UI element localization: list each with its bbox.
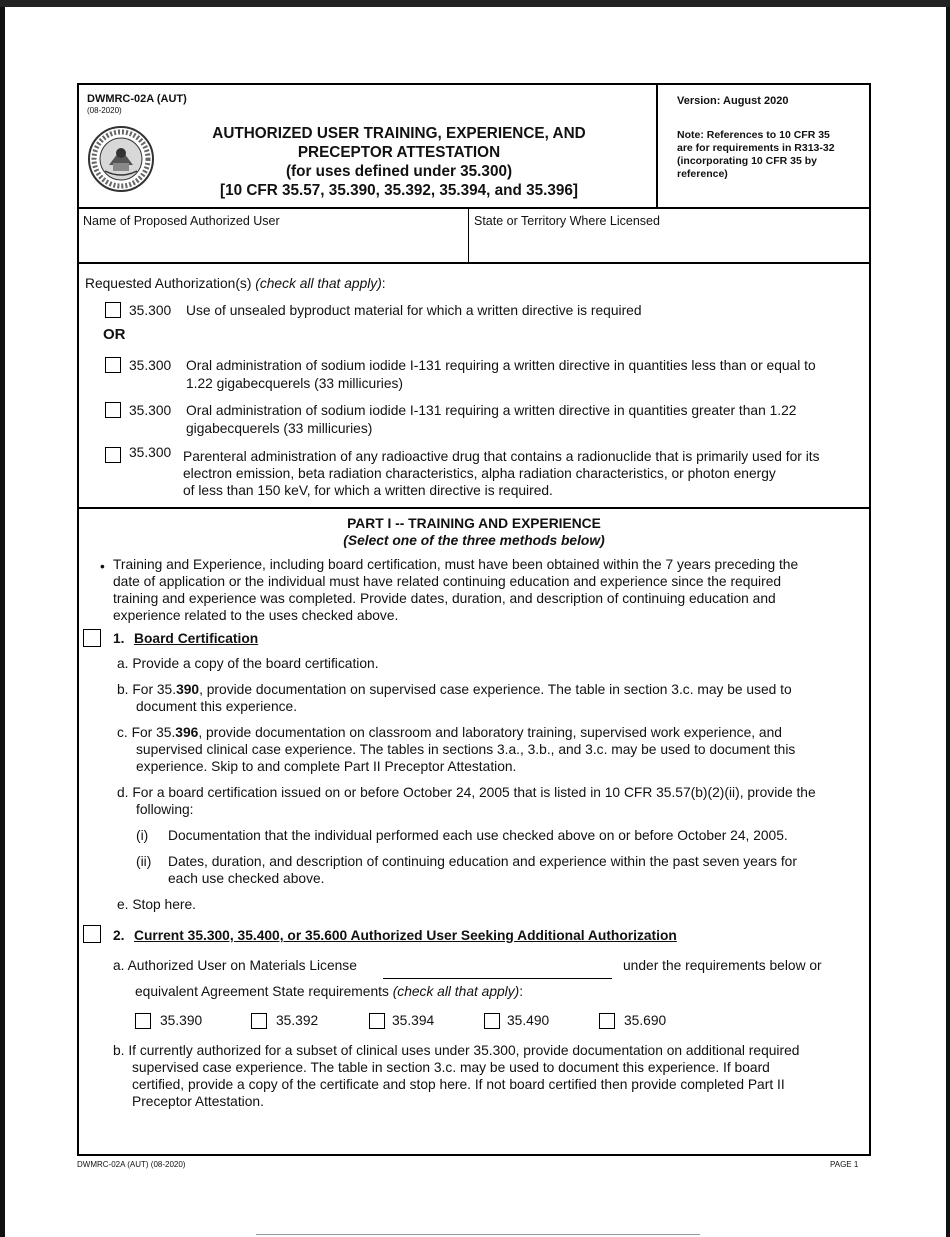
bullet-line-2: date of application or the individual must have related continuing education and experience since the required xyxy=(113,574,782,589)
requested-authorization-section xyxy=(79,266,869,509)
auth-desc-4-line-2: electron emission, beta radiation characteristics, alpha radiation characteristics, or photon energy xyxy=(183,466,776,481)
scan-left-edge xyxy=(0,7,5,1237)
label-35-390: 35.390 xyxy=(160,1013,203,1028)
title-line-4: [10 CFR 35.57, 35.390, 35.392, 35.394, and 35.396] xyxy=(219,182,578,199)
auth-code-2: 35.300 xyxy=(129,358,172,373)
checkbox-35-392[interactable] xyxy=(251,1013,267,1029)
label-35-690: 35.690 xyxy=(624,1013,667,1028)
state-seal-icon xyxy=(87,125,155,193)
s2-item-b-line-1: b. If currently authorized for a subset of clinical uses under 35.300, provide documentation on additional required xyxy=(113,1043,800,1058)
s1-item-d-ii-line-1: Dates, duration, and description of continuing education and experience within the past seven years for xyxy=(168,854,797,869)
auth-desc-3-line-1: Oral administration of sodium iodide I-131 requiring a written directive in quantities greater than 1.22 xyxy=(186,403,797,418)
form-date: (08-2020) xyxy=(87,106,122,115)
checkbox-35-394[interactable] xyxy=(369,1013,385,1029)
method-2-title: Current 35.300, 35.400, or 35.600 Authorized User Seeking Additional Authorization xyxy=(134,928,677,943)
auth-code-1: 35.300 xyxy=(129,303,172,318)
label-35-490: 35.490 xyxy=(507,1013,550,1028)
method-1-title: Board Certification xyxy=(134,631,259,646)
s1-item-d-ii-line-2: each use checked above. xyxy=(168,871,325,886)
form-header xyxy=(79,85,869,209)
method-2-number: 2. xyxy=(113,928,125,943)
auth-desc-4-line-3: of less than 150 keV, for which a written directive is required. xyxy=(183,483,553,498)
materials-license-input[interactable] xyxy=(383,978,612,979)
bullet-line-4: experience related to the uses checked above. xyxy=(113,608,399,623)
method-1-checkbox[interactable] xyxy=(83,629,101,647)
state-field-label: State or Territory Where Licensed xyxy=(474,214,660,228)
label-35-394: 35.394 xyxy=(392,1013,435,1028)
s1-item-d-ii-number: (ii) xyxy=(136,854,152,869)
title-line-1: AUTHORIZED USER TRAINING, EXPERIENCE, AND xyxy=(212,125,586,142)
requested-label: Requested Authorization(s) (check all that apply): xyxy=(85,276,386,291)
s2-item-b-line-2: supervised case experience. The table in section 3.c. may be used to document this experience. If board xyxy=(132,1060,770,1075)
checkbox-35-490[interactable] xyxy=(484,1013,500,1029)
s2-item-b-line-4: Preceptor Attestation. xyxy=(132,1094,264,1109)
s1-item-a: a. Provide a copy of the board certification. xyxy=(117,656,379,671)
note-line-2: are for requirements in R313-32 xyxy=(677,142,835,154)
method-2-checkbox[interactable] xyxy=(83,925,101,943)
s1-item-b-line-2: document this experience. xyxy=(136,699,298,714)
s2-item-a-label: a. Authorized User on Materials License xyxy=(113,958,357,973)
bullet-icon: • xyxy=(100,559,105,574)
auth-code-4: 35.300 xyxy=(129,445,172,460)
checkbox-35-690[interactable] xyxy=(599,1013,615,1029)
applicant-info-row xyxy=(79,209,869,264)
label-35-392: 35.392 xyxy=(276,1013,319,1028)
part-1-heading: PART I -- TRAINING AND EXPERIENCE xyxy=(347,516,601,531)
method-1-number: 1. xyxy=(113,631,125,646)
auth-desc-2-line-1: Oral administration of sodium iodide I-131 requiring a written directive in quantities less than or equal to xyxy=(186,358,816,373)
s1-item-e: e. Stop here. xyxy=(117,897,197,912)
auth-desc-1: Use of unsealed byproduct material for which a written directive is required xyxy=(186,303,642,318)
part-1-section xyxy=(79,511,869,1156)
note-line-4: reference) xyxy=(677,168,728,180)
or-separator: OR xyxy=(103,326,126,343)
title-line-2: PRECEPTOR ATTESTATION xyxy=(297,144,501,161)
auth-checkbox-3[interactable] xyxy=(105,402,121,418)
version-label: Version: August 2020 xyxy=(677,95,789,107)
s1-item-d-i-number: (i) xyxy=(136,828,149,843)
auth-desc-3-line-2: gigabecquerels (33 millicuries) xyxy=(186,421,373,436)
s1-item-c-line-1: c. For 35.396, provide documentation on classroom and laboratory training, supervised work experience, and xyxy=(117,725,782,740)
checkbox-35-390[interactable] xyxy=(135,1013,151,1029)
s2-item-a-line-2: equivalent Agreement State requirements (check all that apply): xyxy=(135,984,524,999)
s2-item-a-suffix: under the requirements below or xyxy=(623,958,822,973)
s1-item-b-line-1: b. For 35.390, provide documentation on supervised case experience. The table in section 3.c. may be used to xyxy=(117,682,792,697)
name-field-label: Name of Proposed Authorized User xyxy=(83,214,280,228)
auth-code-3: 35.300 xyxy=(129,403,172,418)
bullet-line-1: Training and Experience, including board certification, must have been obtained within the 7 years preceding the xyxy=(113,557,799,572)
title-line-3: (for uses defined under 35.300) xyxy=(285,163,513,180)
s1-item-c-line-2: supervised clinical case experience. The tables in sections 3.a., 3.b., and 3.c. may be used to document this xyxy=(136,742,796,757)
auth-desc-4-line-1: Parenteral administration of any radioactive drug that contains a radionuclide that is primarily used for its xyxy=(183,449,820,464)
note-line-3: (incorporating 10 CFR 35 by xyxy=(677,155,818,167)
scan-top-edge xyxy=(0,0,950,7)
s1-item-d-line-1: d. For a board certification issued on or before October 24, 2005 that is listed in 10 CFR 35.57(b)(2)(ii), provide the xyxy=(117,785,816,800)
header-left-cell xyxy=(79,85,658,207)
auth-desc-2-line-2: 1.22 gigabecquerels (33 millicuries) xyxy=(186,376,404,391)
s1-item-c-line-3: experience. Skip to and complete Part II Preceptor Attestation. xyxy=(136,759,517,774)
reference-note xyxy=(677,129,863,181)
s1-item-d-i: Documentation that the individual performed each use checked above on or before October 24, 2005. xyxy=(168,828,788,843)
form-id: DWMRC-02A (AUT) xyxy=(87,93,187,105)
cell-divider xyxy=(468,209,469,262)
form-frame xyxy=(77,83,871,1156)
form-title xyxy=(189,124,609,200)
s2-item-b-line-3: certified, provide a copy of the certificate and stop here. If not board certified then provide completed Part II xyxy=(132,1077,785,1092)
scan-bottom-mark xyxy=(256,1234,700,1235)
footer-form-id: DWMRC-02A (AUT) (08-2020) xyxy=(77,1160,186,1169)
note-line-1: Note: References to 10 CFR 35 xyxy=(677,129,830,141)
bullet-line-3: training and experience was completed. Provide dates, duration, and description of continuing education and xyxy=(113,591,776,606)
scan-right-edge xyxy=(946,7,950,1237)
auth-checkbox-1[interactable] xyxy=(105,302,121,318)
s1-item-d-line-2: following: xyxy=(136,802,194,817)
auth-checkbox-4[interactable] xyxy=(105,447,121,463)
auth-checkbox-2[interactable] xyxy=(105,357,121,373)
part-1-subheading: (Select one of the three methods below) xyxy=(343,533,605,548)
footer-page-number: PAGE 1 xyxy=(830,1160,859,1169)
